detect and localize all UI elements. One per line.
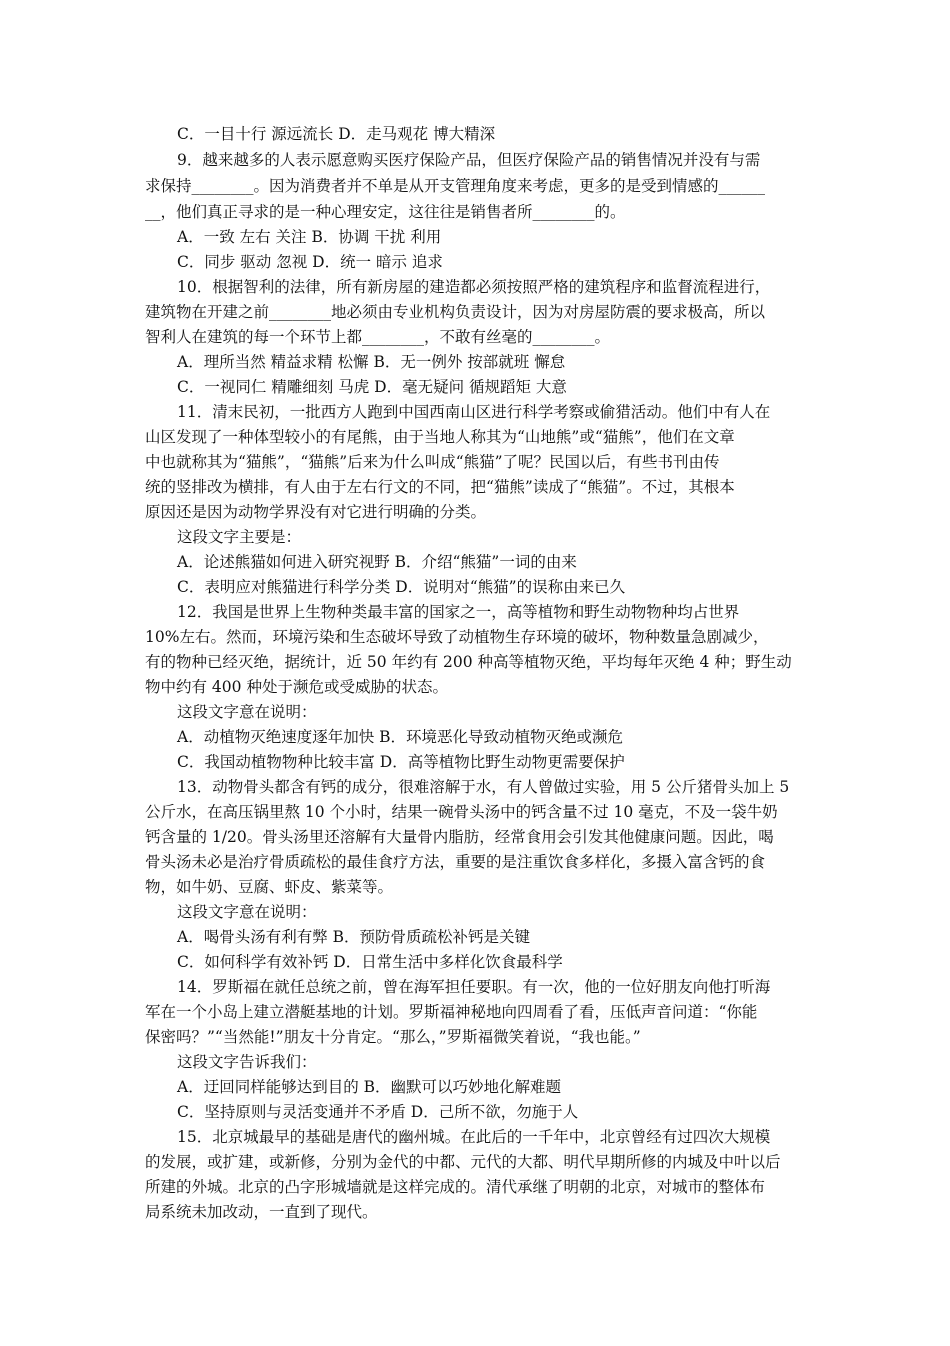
question-9-text: 求保持________。因为消费者并不单是从开支管理角度来考虑，更多的是受到情感的______ xyxy=(145,177,766,195)
question-14-text: 军在一个小岛上建立潜艇基地的计划。罗斯福神秘地向四周看了看，压低声音问道：“你能 xyxy=(145,1003,758,1021)
option-line: C．坚持原则与灵活变通并不矛盾 D．己所不欲，勿施于人 xyxy=(177,1103,579,1121)
question-15-text: 的发展，或扩建，或新修，分别为金代的中都、元代的大都、明代早期所修的内城及中叶以后 xyxy=(145,1153,781,1171)
option-line: C．一目十行 源远流长 D．走马观花 博大精深 xyxy=(177,125,496,143)
question-13-text: 公斤水，在高压锅里熬 10 个小时，结果一碗骨头汤中的钙含量不过 10 毫克，不及一袋牛奶 xyxy=(145,803,778,821)
question-10-text: 10．根据智利的法律，所有新房屋的建造都必须按照严格的建筑程序和监督流程进行， xyxy=(177,278,771,296)
option-line: C．我国动植物物种比较丰富 D．高等植物比野生动物更需要保护 xyxy=(177,753,625,771)
question-11-text: 山区发现了一种体型较小的有尾熊，由于当地人称其为“山地熊”或“猫熊”，他们在文章 xyxy=(145,428,735,446)
question-prompt: 这段文字意在说明： xyxy=(177,703,317,721)
question-14-text: 保密吗？”“当然能!”朋友十分肯定。“那么，”罗斯福微笑着说，“我也能。” xyxy=(145,1028,641,1046)
question-12-text: 有的物种已经灭绝，据统计，近 50 年约有 200 种高等植物灭绝，平均每年灭绝 4 种；野生动 xyxy=(145,653,792,671)
question-15-text: 所建的外城。北京的凸字形城墙就是这样完成的。清代承继了明朝的北京，对城市的整体布 xyxy=(145,1178,766,1196)
question-12-text: 12．我国是世界上生物种类最丰富的国家之一，高等植物和野生动物物种均占世界 xyxy=(177,603,740,621)
question-12-text: 10%左右。然而，环境污染和生态破坏导致了动植物生存环境的破坏，物种数量急剧减少， xyxy=(145,628,769,646)
option-line: A．动植物灭绝速度逐年加快 B．环境恶化导致动植物灭绝或濒危 xyxy=(177,728,624,746)
option-line: C．如何科学有效补钙 D．日常生活中多样化饮食最科学 xyxy=(177,953,563,971)
question-15-text: 局系统未加改动，一直到了现代。 xyxy=(145,1203,378,1221)
option-line: A．一致 左右 关注 B．协调 干扰 利用 xyxy=(177,228,442,246)
question-prompt: 这段文字告诉我们： xyxy=(177,1053,317,1071)
question-15-text: 15．北京城最早的基础是唐代的幽州城。在此后的一千年中，北京曾经有过四次大规模 xyxy=(177,1128,771,1146)
option-line: A．论述熊猫如何进入研究视野 B．介绍“熊猫”一词的由来 xyxy=(177,553,577,571)
question-9-text: 9．越来越多的人表示愿意购买医疗保险产品，但医疗保险产品的销售情况并没有与需 xyxy=(177,151,761,169)
question-12-text: 物中约有 400 种处于濒危或受威胁的状态。 xyxy=(145,678,448,696)
question-13-text: 骨头汤未必是治疗骨质疏松的最佳食疗方法，重要的是注重饮食多样化，多摄入富含钙的食 xyxy=(145,853,766,871)
question-9-text: __，他们真正寻求的是一种心理安定，这往往是销售者所________的。 xyxy=(145,203,626,221)
option-line: C．表明应对熊猫进行科学分类 D．说明对“熊猫”的误称由来已久 xyxy=(177,578,626,596)
question-14-text: 14．罗斯福在就任总统之前，曾在海军担任要职。有一次，他的一位好朋友向他打听海 xyxy=(177,978,771,996)
option-line: A．理所当然 精益求精 松懈 B．无一例外 按部就班 懈怠 xyxy=(177,353,566,371)
question-10-text: 智利人在建筑的每一个环节上都________，不敢有丝毫的________。 xyxy=(145,328,611,346)
question-11-text: 中也就称其为“猫熊”，“猫熊”后来为什么叫成“熊猫”了呢？民国以后，有些书刊由传 xyxy=(145,453,720,471)
question-prompt: 这段文字意在说明： xyxy=(177,903,317,921)
question-13-text: 钙含量的 1/20。骨头汤里还溶解有大量骨内脂肪，经常食用会引发其他健康问题。因此，喝 xyxy=(145,828,774,846)
option-line: A．迂回同样能够达到目的 B．幽默可以巧妙地化解难题 xyxy=(177,1078,562,1096)
option-line: A．喝骨头汤有利有弊 B．预防骨质疏松补钙是关键 xyxy=(177,928,531,946)
option-line: C．一视同仁 精雕细刻 马虎 D．毫无疑问 循规蹈矩 大意 xyxy=(177,378,567,396)
question-13-text: 13．动物骨头都含有钙的成分，很难溶解于水，有人曾做过实验，用 5 公斤猪骨头加上 5 xyxy=(177,778,790,796)
question-prompt: 这段文字主要是： xyxy=(177,528,302,546)
question-13-text: 物，如牛奶、豆腐、虾皮、紫菜等。 xyxy=(145,878,394,896)
question-10-text: 建筑物在开建之前________地必须由专业机构负责设计，因为对房屋防震的要求极高，所以 xyxy=(145,303,766,321)
question-11-text: 原因还是因为动物学界没有对它进行明确的分类。 xyxy=(145,503,487,521)
question-11-text: 11．清末民初，一批西方人跑到中国西南山区进行科学考察或偷猎活动。他们中有人在 xyxy=(177,403,771,421)
question-11-text: 统的竖排改为横排，有人由于左右行文的不同，把“猫熊”读成了“熊猫”。不过，其根本 xyxy=(145,478,735,496)
option-line: C．同步 驱动 忽视 D．统一 暗示 追求 xyxy=(177,253,443,271)
